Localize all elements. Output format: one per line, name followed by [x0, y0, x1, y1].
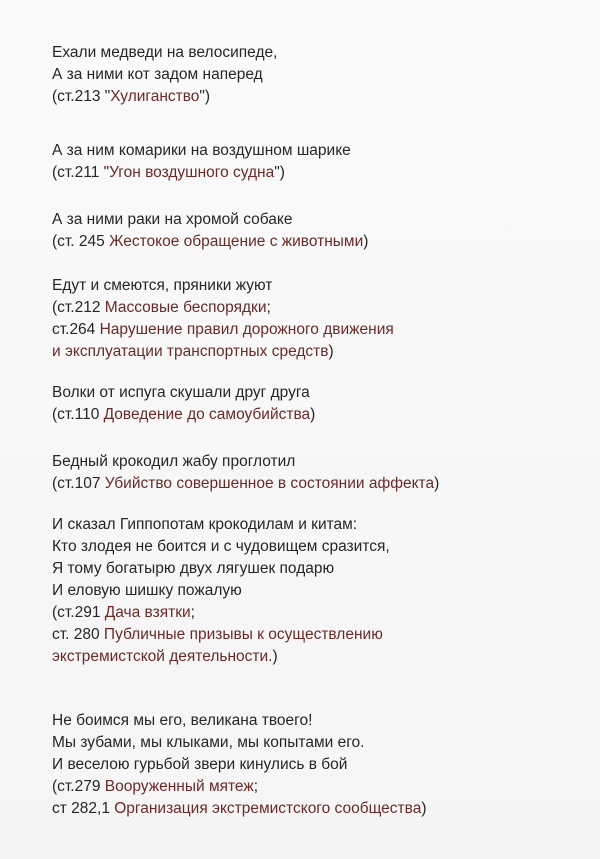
law-citation: (ст.291 Дача взятки;: [52, 604, 195, 621]
verse-line: Я тому богатырю двух лягушек подарю: [52, 560, 335, 577]
verse-line: Ехали медведи на велосипеде,: [52, 44, 278, 61]
law-citation: (ст.107 Убийство совершенное в состоянии аффекта): [52, 475, 440, 492]
law-citation: (ст.212 Массовые беспорядки;: [52, 299, 271, 316]
law-citation: (ст.110 Доведение до самоубийства): [52, 406, 316, 423]
verse-line: А за ним комарики на воздушном шарике: [52, 142, 351, 159]
law-title: Дача взятки: [104, 604, 191, 621]
verse-line: И веселою гурьбой звери кинулись в бой: [52, 756, 348, 773]
law-citation: (ст.213 "Хулиганство"): [52, 88, 211, 105]
law-citation: и эксплуатации транспортных средств): [52, 343, 334, 360]
law-title: Жестокое обращение с животными: [109, 233, 364, 250]
stanza-3: [52, 209, 582, 253]
law-title: Доведение до самоубийства: [103, 406, 311, 423]
verse-line: И сказал Гиппопотам крокодилам и китам:: [52, 516, 358, 533]
law-citation: (ст.211 "Угон воздушного судна"): [52, 164, 285, 181]
stanza-4: [52, 275, 582, 363]
verse-line: Кто злодея не боится и с чудовищем сразится,: [52, 538, 390, 555]
law-title: и эксплуатации транспортных средств: [52, 343, 329, 360]
stanza-5: [52, 382, 582, 426]
verse-line: Мы зубами, мы клыками, мы копытами его.: [52, 734, 365, 751]
verse-line: А за ними раки на хромой собаке: [52, 211, 293, 228]
law-title: Публичные призывы к осуществлению: [103, 626, 383, 643]
verse-line: Не боимся мы его, великана твоего!: [52, 712, 313, 729]
stanza-6: [52, 451, 582, 495]
law-citation: ст. 280 Публичные призывы к осуществлению: [52, 626, 383, 643]
verse-line: Едут и смеются, пряники жуют: [52, 277, 273, 294]
law-citation: экстремистской деятельности.): [52, 648, 278, 665]
stanza-8: [52, 710, 582, 820]
verse-line: Волки от испуга скушали друг друга: [52, 384, 310, 401]
law-title: Угон воздушного судна: [109, 164, 275, 181]
law-title: Нарушение правил дорожного движения: [99, 321, 394, 338]
verse-line: А за ними кот задом наперед: [52, 66, 263, 83]
law-citation: ст.264 Нарушение правил дорожного движения: [52, 321, 394, 338]
stanza-7: [52, 514, 582, 668]
law-title: Хулиганство: [110, 88, 200, 105]
stanza-1: [52, 42, 582, 108]
law-title: Массовые беспорядки: [104, 299, 267, 316]
verse-line: Бедный крокодил жабу проглотил: [52, 453, 296, 470]
law-citation: (ст. 245 Жестокое обращение с животными): [52, 233, 369, 250]
stanza-2: [52, 140, 582, 184]
law-title: Убийство совершенное в состоянии аффекта: [104, 475, 435, 492]
law-title: Организация экстремистского сообщества: [114, 800, 422, 817]
law-title: Вооруженный мятеж: [104, 778, 254, 795]
law-citation: (ст.279 Вооруженный мятеж;: [52, 778, 259, 795]
verse-line: И еловую шишку пожалую: [52, 582, 242, 599]
law-citation: ст 282,1 Организация экстремистского сообщества): [52, 800, 427, 817]
law-title: экстремистской деятельности.: [52, 648, 273, 665]
